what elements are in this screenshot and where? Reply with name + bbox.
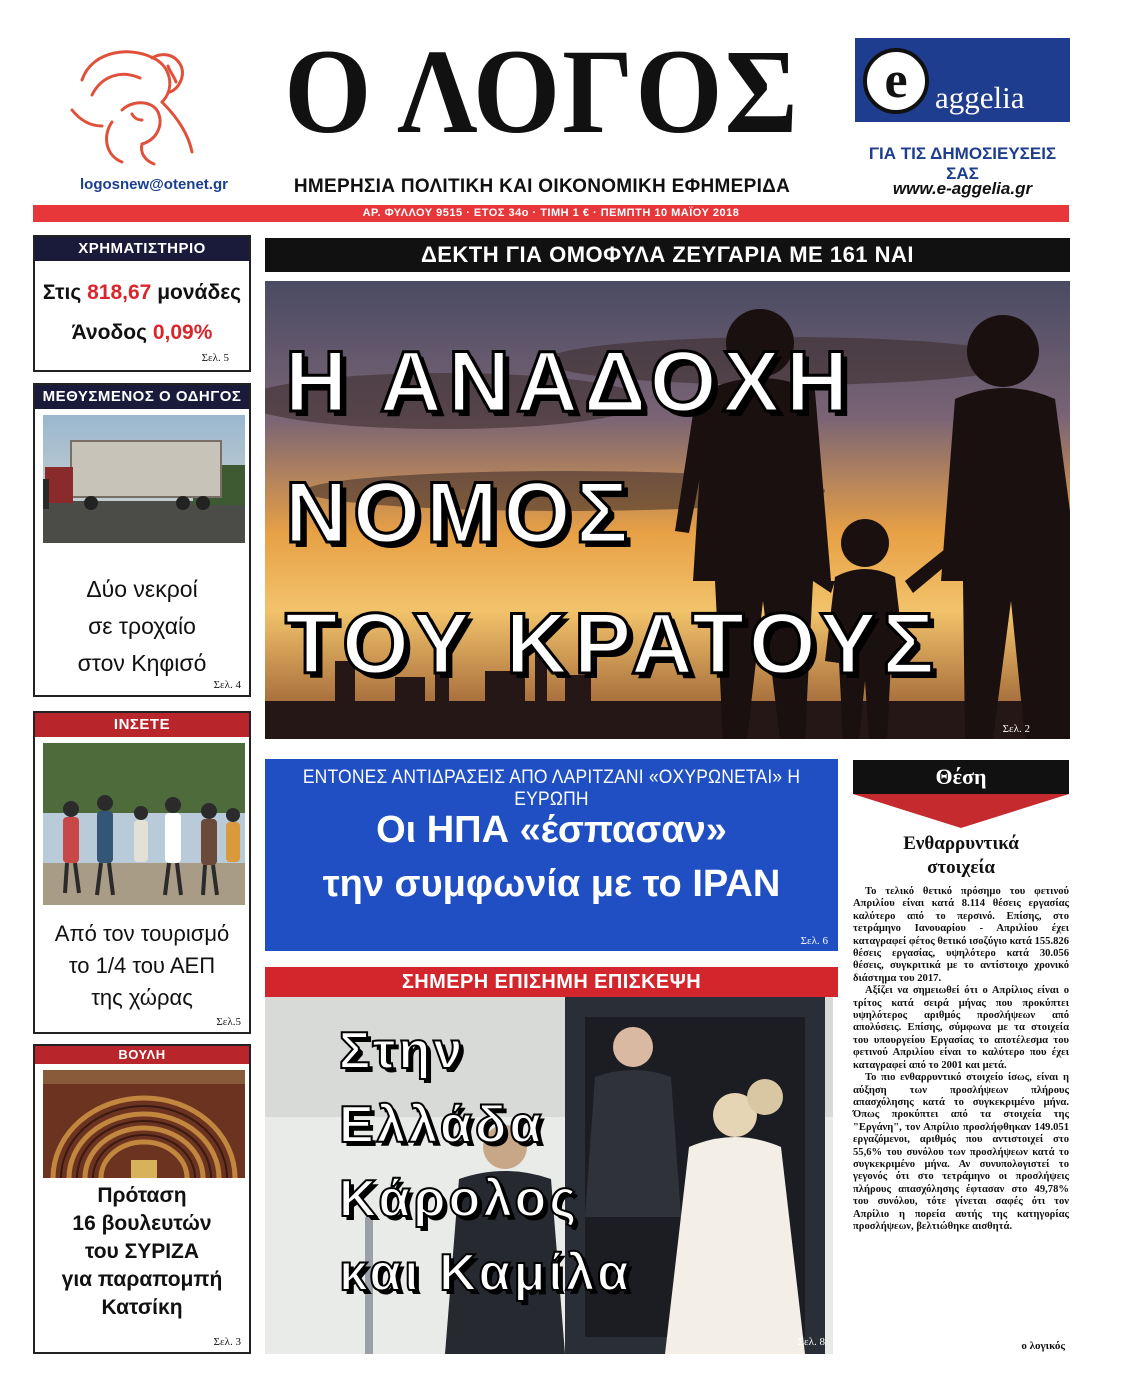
accident-headline-line: σε τροχαίο [88,613,196,639]
opinion-triangle-decoration [853,794,1069,828]
iran-headline-line-1: Οι ΗΠΑ «έσπασαν» [376,809,727,851]
accident-headline-line: στον Κηφισό [77,650,207,676]
iran-story-box[interactable] [265,759,838,951]
parliament-headline-line: Πρόταση [97,1184,187,1207]
parliament-headline [35,1182,249,1322]
eaggelia-tagline: ΓΙΑ ΤΙΣ ΔΗΜΟΣΙΕΥΣΕΙΣ ΣΑΣ [868,144,1057,183]
market-index-prefix: Στις [42,281,88,304]
market-index-value: 818,67 [87,281,152,304]
parliament-headline-line: του ΣΥΡΙΖΑ [84,1240,200,1263]
lead-story-hero[interactable] [265,281,1070,739]
visit-headline-line-4: και Καμίλα [339,1244,632,1302]
opinion-paragraph: Αξίζει να σημειωθεί ότι ο Απρίλιος είναι ο τρίτος κατά σειρά μήνας που προκύπτει υψηλότερος αριθμός προσλήψεων από απολύσεις. Επίσης, σύμφωνα με τα στοιχεία του υπουργείου Εργασίας το αποτέλεσμα του φετινού Απριλίου είναι το καλύτερο που έχει καταγραφεί από το 2001 και μετά. [853,985,1069,1071]
eaggelia-ad-logo[interactable] [855,38,1070,122]
visit-headline-line-2: Ελλάδα [339,1096,545,1154]
parliament-header: ΒΟΥΛΗ [35,1046,249,1064]
stock-market-header: ΧΡΗΜΑΤΙΣΤΗΡΙΟ [35,237,249,261]
lead-story-banner[interactable]: ΔΕΚΤΗ ΓΙΑ ΟΜΟΦΥΛΑ ΖΕΥΓΑΡΙΑ ΜΕ 161 ΝΑΙ [265,238,1070,272]
accident-story-box[interactable] [33,383,251,697]
eaggelia-url[interactable]: www.e-aggelia.gr [892,179,1033,198]
market-change-value: 0,09% [152,321,213,344]
parliament-headline-line: 16 βουλευτών [72,1212,212,1235]
visit-story-banner[interactable]: ΣΗΜΕΡΗ ΕΠΙΣΗΜΗ ΕΠΙΣΚΕΨΗ [265,967,838,997]
inset-header: ΙΝΣΕΤΕ [35,713,249,737]
market-index-suffix: μονάδες [151,281,242,304]
opinion-title[interactable] [853,832,1069,880]
opinion-title-line: Ενθαρρυντικά [903,833,1019,854]
parliament-story-box[interactable] [33,1044,251,1354]
tourism-story-box[interactable] [33,711,251,1034]
accident-page-ref: Σελ. 4 [213,679,241,691]
parliament-hall-photo [43,1070,245,1178]
eaggelia-e-icon: e [863,48,929,114]
issue-info-bar [33,205,1069,222]
market-page-ref: Σελ. 5 [201,352,229,364]
opinion-signature: ο λογικός [1021,1340,1065,1352]
lead-headline-line-1: Η ΑΝΑΔΟΧΗ [285,334,854,430]
accident-headline [35,571,249,682]
parliament-headline-line: για παραπομπή [61,1268,223,1291]
parliament-headline-line: Κατσίκη [101,1296,183,1319]
iran-page-ref: Σελ. 6 [800,935,828,947]
royal-visit-photo-area[interactable] [265,997,833,1354]
logo-figure-illustration [62,40,202,170]
accident-headline-line: Δύο νεκροί [86,576,198,602]
opinion-label: Θέση [853,760,1069,794]
lead-page-ref: Σελ. 2 [1002,723,1030,735]
accident-header: ΜΕΘΥΣΜΕΝΟΣ Ο ΟΔΗΓΟΣ [35,385,249,409]
market-index-line [35,281,249,305]
iran-headline-line-2: την συμφωνία με το ΙΡΑΝ [322,863,781,905]
lead-headline-line-2: ΝΟΜΟΣ [285,465,635,561]
newspaper-title: Ο ΛΟΓΟΣ [284,25,800,159]
opinion-article-body [853,886,1069,1233]
accident-truck-photo [43,415,245,543]
eaggelia-wordmark: aggelia [935,80,1025,115]
tourism-headline [35,918,249,1014]
opinion-paragraph: Το τελικό θετικό πρόσημο του φετινού Απριλίου είναι κατά 8.114 θέσεις εργασίας καλύτερο από το περσινό. Επίσης, στο τετράμηνο Ιανουαρίου - Απριλίου έχει καταγραφεί φέτος θετικό ισοζύγιο κατά 155.826 θέσεις εργασίας, υψηλότερο κατά 30.056 θέσεις, συγκριτικά με το αντίστοιχο χρονικό διάστημα του 2017. [853,886,1069,984]
tourism-headline-line: της χώρας [91,985,193,1010]
tourists-photo [43,743,245,905]
contact-email[interactable]: logosnew@otenet.gr [80,176,228,193]
issue-info-text: ΑΡ. ΦΥΛΛΟΥ 9515 · ΕΤΟΣ 34ο · ΤΙΜΗ 1 € · ΠΕΜΠΤΗ 10 ΜΑΪΟΥ 2018 [362,207,740,219]
iran-subheadline: ΕΝΤΟΝΕΣ ΑΝΤΙΔΡΑΣΕΙΣ ΑΠΟ ΛΑΡΙΤΖΑΝΙ «ΟΧΥΡΩΝΕΤΑΙ» Η ΕΥΡΩΠΗ [302,767,801,810]
tourism-page-ref: Σελ.5 [216,1016,241,1028]
tourism-headline-line: Από τον τουρισμό [54,921,230,946]
tourism-headline-line: το 1/4 του ΑΕΠ [68,953,216,978]
opinion-paragraph: Το πιο ενθαρρυντικό στοιχείο ίσως, είναι η αύξηση των προσλήψεων πλήρους απασχόλησης κατά το συγκεκριμένο μήνα. Όπως προκύπτει από τα στοιχεία της "Εργάνη", τον Απρίλιο προσλήφθηκαν 149.051 εργαζόμενοι, αριθμός που αντιστοιχεί στο 55,6% του συνόλου των προσλήψεων κατά το συγκεκριμένο μήνα. Αν συνυπολογιστεί το γεγονός ότι στο τετράμηνο οι προσλήψεις πλήρους απασχόλησης έφτασαν στο 49,78% του συνόλου, τότε γίνεται σαφές ότι τον Απρίλιο η πορεία αυτής της κατηγορίας προσλήψεων, βελτιώθηκε αισθητά. [853,1072,1069,1232]
newspaper-subtitle: ΗΜΕΡΗΣΙΑ ΠΟΛΙΤΙΚΗ ΚΑΙ ΟΙΚΟΝΟΜΙΚΗ ΕΦΗΜΕΡΙΔΑ [293,176,791,197]
stock-market-box[interactable] [33,235,251,372]
visit-page-ref: Σελ. 8 [797,1336,825,1348]
opinion-title-line: στοιχεία [927,857,995,878]
lead-headline-line-3: ΤΟΥ ΚΡΑΤΟΥΣ [285,596,941,692]
market-change-line [35,321,249,345]
parliament-page-ref: Σελ. 3 [213,1336,241,1348]
market-change-prefix: Άνοδος [71,321,153,344]
visit-headline-line-1: Στην [339,1022,466,1080]
visit-headline-line-3: Κάρολος [339,1170,580,1228]
